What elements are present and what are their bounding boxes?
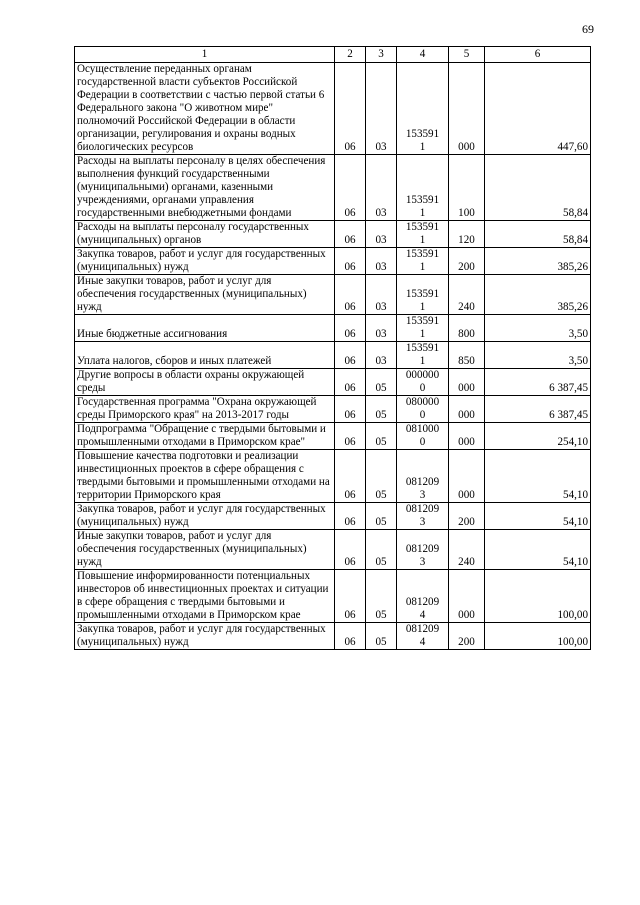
row-name-cell: Закупка товаров, работ и услуг для государственных (муниципальных) нужд [75,248,335,275]
target-code-part-1: 081209 [405,503,440,515]
row-amount-cell: 6 387,45 [485,369,591,396]
table-row [75,342,591,369]
row-subsection-cell: 03 [366,342,397,369]
row-subsection-cell: 05 [366,369,397,396]
row-subsection-cell: 03 [366,63,397,155]
target-code-part-1: 080000 [405,396,440,408]
row-name-cell: Закупка товаров, работ и услуг для государственных (муниципальных) нужд [75,503,335,530]
row-amount-cell: 54,10 [485,530,591,570]
table-row [75,530,591,570]
row-target-code-cell [397,248,449,275]
row-amount-cell: 100,00 [485,623,591,650]
table-row [75,503,591,530]
row-expense-type-cell: 000 [449,570,485,623]
row-subsection-cell: 03 [366,275,397,315]
target-code-part-2: 1 [419,207,426,219]
target-code-part-1: 153591 [405,288,440,300]
table-row [75,369,591,396]
target-code-part-1: 081209 [405,543,440,555]
row-target-code-cell [397,623,449,650]
target-code-part-1: 153591 [405,221,440,233]
target-code-part-1: 081209 [405,596,440,608]
row-section-cell: 06 [335,570,366,623]
row-amount-cell: 3,50 [485,315,591,342]
row-amount-cell: 3,50 [485,342,591,369]
header-col-name: 1 [75,47,335,63]
row-target-code-cell [397,342,449,369]
target-code-part-2: 1 [419,141,426,153]
row-subsection-cell: 03 [366,315,397,342]
row-target-code-cell [397,530,449,570]
target-code-part-2: 0 [419,382,426,394]
row-name-cell: Другие вопросы в области охраны окружающей среды [75,369,335,396]
row-section-cell: 06 [335,315,366,342]
row-target-code-cell [397,396,449,423]
target-code-part-2: 3 [419,489,426,501]
row-subsection-cell: 03 [366,248,397,275]
row-expense-type-cell: 200 [449,623,485,650]
row-target-code-cell [397,315,449,342]
row-expense-type-cell: 000 [449,63,485,155]
row-subsection-cell: 05 [366,423,397,450]
row-name-cell: Закупка товаров, работ и услуг для государственных (муниципальных) нужд [75,623,335,650]
table-row [75,221,591,248]
row-subsection-cell: 03 [366,155,397,221]
row-amount-cell: 6 387,45 [485,396,591,423]
row-expense-type-cell: 800 [449,315,485,342]
target-code-part-1: 153591 [405,248,440,260]
budget-table [74,46,591,650]
target-code-part-2: 4 [419,609,426,621]
target-code-part-1: 081209 [405,623,440,635]
row-section-cell: 06 [335,503,366,530]
target-code-part-1: 000000 [405,369,440,381]
row-expense-type-cell: 000 [449,423,485,450]
table-row [75,450,591,503]
target-code-part-1: 153591 [405,342,440,354]
header-col-amount: 6 [485,47,591,63]
row-subsection-cell: 05 [366,570,397,623]
row-section-cell: 06 [335,369,366,396]
target-code-part-1: 153591 [405,128,440,140]
table-row [75,396,591,423]
row-amount-cell: 100,00 [485,570,591,623]
table-row [75,570,591,623]
row-subsection-cell: 03 [366,221,397,248]
row-name-cell: Расходы на выплаты персоналу государственных (муниципальных) органов [75,221,335,248]
row-name-cell: Иные закупки товаров, работ и услуг для обеспечения государственных (муниципальных) нужд [75,275,335,315]
row-subsection-cell: 05 [366,623,397,650]
row-expense-type-cell: 000 [449,450,485,503]
table-row [75,315,591,342]
row-target-code-cell [397,503,449,530]
row-section-cell: 06 [335,221,366,248]
target-code-part-2: 3 [419,516,426,528]
table-header-row [75,47,591,63]
row-section-cell: 06 [335,63,366,155]
row-target-code-cell [397,221,449,248]
target-code-part-1: 153591 [405,315,440,327]
row-expense-type-cell: 200 [449,503,485,530]
row-expense-type-cell: 240 [449,530,485,570]
row-section-cell: 06 [335,450,366,503]
table-row [75,155,591,221]
target-code-part-2: 1 [419,301,426,313]
row-section-cell: 06 [335,342,366,369]
row-amount-cell: 254,10 [485,423,591,450]
row-name-cell: Подпрограмма "Обращение с твердыми бытовыми и промышленными отходами в Приморском крае" [75,423,335,450]
row-name-cell: Уплата налогов, сборов и иных платежей [75,342,335,369]
row-name-cell: Государственная программа "Охрана окружающей среды Приморского края" на 2013-2017 годы [75,396,335,423]
header-col-subsection: 3 [366,47,397,63]
target-code-part-2: 1 [419,234,426,246]
header-col-section: 2 [335,47,366,63]
row-subsection-cell: 05 [366,530,397,570]
row-name-cell: Иные закупки товаров, работ и услуг для обеспечения государственных (муниципальных) нужд [75,530,335,570]
row-target-code-cell [397,275,449,315]
row-subsection-cell: 05 [366,450,397,503]
row-amount-cell: 54,10 [485,503,591,530]
header-col-target-code: 4 [397,47,449,63]
table-row [75,423,591,450]
target-code-part-1: 081000 [405,423,440,435]
row-subsection-cell: 05 [366,396,397,423]
row-target-code-cell [397,63,449,155]
row-amount-cell: 58,84 [485,155,591,221]
row-amount-cell: 54,10 [485,450,591,503]
row-name-cell: Повышение качества подготовки и реализации инвестиционных проектов в сфере обращения с твердыми бытовыми и промышленными отходами на территории Приморского края [75,450,335,503]
table-row [75,63,591,155]
row-expense-type-cell: 200 [449,248,485,275]
row-amount-cell: 385,26 [485,275,591,315]
row-section-cell: 06 [335,623,366,650]
target-code-part-1: 081209 [405,476,440,488]
target-code-part-2: 1 [419,355,426,367]
row-target-code-cell [397,450,449,503]
page-number: 69 [582,22,594,36]
target-code-part-2: 4 [419,636,426,648]
row-name-cell: Иные бюджетные ассигнования [75,315,335,342]
row-target-code-cell [397,570,449,623]
target-code-part-1: 153591 [405,194,440,206]
row-expense-type-cell: 000 [449,396,485,423]
table-row [75,275,591,315]
row-expense-type-cell: 000 [449,369,485,396]
target-code-part-2: 0 [419,436,426,448]
row-target-code-cell [397,369,449,396]
target-code-part-2: 1 [419,328,426,340]
row-section-cell: 06 [335,275,366,315]
table-row [75,248,591,275]
target-code-part-2: 0 [419,409,426,421]
table-row [75,623,591,650]
row-expense-type-cell: 240 [449,275,485,315]
row-target-code-cell [397,423,449,450]
row-section-cell: 06 [335,423,366,450]
row-amount-cell: 385,26 [485,248,591,275]
row-subsection-cell: 05 [366,503,397,530]
row-expense-type-cell: 850 [449,342,485,369]
row-amount-cell: 58,84 [485,221,591,248]
row-target-code-cell [397,155,449,221]
row-name-cell: Расходы на выплаты персоналу в целях обеспечения выполнения функций государственными (муниципальными) органами, казенными учреждениями, органами управления государственными внебюджетными фондами [75,155,335,221]
target-code-part-2: 1 [419,261,426,273]
row-section-cell: 06 [335,155,366,221]
row-amount-cell: 447,60 [485,63,591,155]
row-section-cell: 06 [335,396,366,423]
row-expense-type-cell: 120 [449,221,485,248]
row-section-cell: 06 [335,248,366,275]
row-expense-type-cell: 100 [449,155,485,221]
row-name-cell: Повышение информированности потенциальных инвесторов об инвестиционных проектах и ситуации в сфере обращения с твердыми бытовыми и промышленными отходами в Приморском крае [75,570,335,623]
row-section-cell: 06 [335,530,366,570]
target-code-part-2: 3 [419,556,426,568]
row-name-cell: Осуществление переданных органам государственной власти субъектов Российской Федерации в соответствии с частью первой статьи 6 Федерального закона "О животном мире" полномочий Российской Федерации в области организации, регулирования и охраны водных биологических ресурсов [75,63,335,155]
header-col-expense-type: 5 [449,47,485,63]
